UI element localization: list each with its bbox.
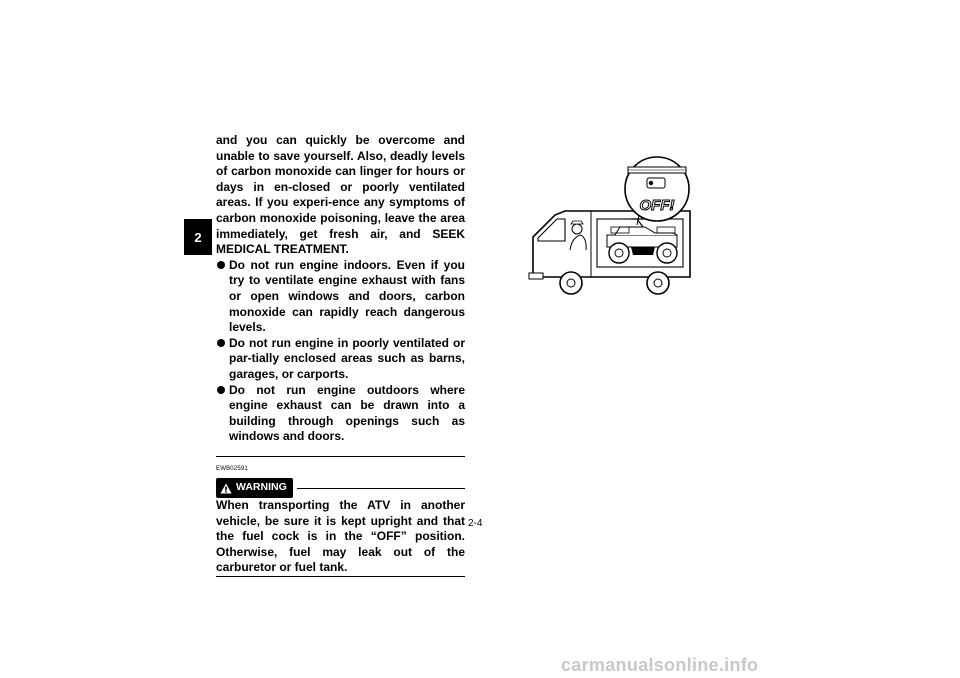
bullet-list <box>216 258 465 445</box>
bullet-item <box>216 258 465 336</box>
intro-paragraph: and you can quickly be overcome and unable to save yourself. Also, deadly levels of carbon monoxide can linger for hours or days in en-closed or poorly ventilated areas. If you experi-ence any symptoms of carbon monoxide poisoning, leave the area immediately, get fresh air, and SEEK MEDICAL TREATMENT. <box>216 133 465 257</box>
warning-box <box>216 456 465 577</box>
warning-label: WARNING <box>236 481 287 494</box>
warning-code: EWB02591 <box>216 465 248 472</box>
warning-badge <box>216 478 293 498</box>
atv-in-van-illustration <box>525 155 725 300</box>
van-bumper <box>529 273 543 279</box>
warning-header-rule <box>297 488 465 489</box>
driver-head <box>572 224 582 234</box>
watermark: carmanualsonline.info <box>561 655 759 675</box>
bullet-text: Do not run engine outdoors where engine exhaust can be drawn into a building through openings such as windows and doors. <box>229 382 465 444</box>
warning-triangle-icon <box>220 483 232 494</box>
van-front-wheel <box>560 272 582 294</box>
bullet-item <box>216 383 465 445</box>
chapter-tab: 2 <box>184 219 212 255</box>
van-rear-wheel <box>647 272 669 294</box>
text-column <box>216 133 465 577</box>
warning-header <box>216 478 465 498</box>
bullet-text: Do not run engine in poorly ventilated or par-tially enclosed areas such as barns, garages, or carports. <box>229 335 465 381</box>
bullet-text: Do not run engine indoors. Even if you try to ventilate engine exhaust with fans or open windows and doors, carbon monoxide can rapidly reach dangerous levels. <box>229 257 465 335</box>
bullet-item <box>216 336 465 383</box>
page-number: 2-4 <box>468 518 483 529</box>
bullet-icon <box>217 386 225 394</box>
warning-text: When transporting the ATV in another vehicle, be sure it is kept upright and that the fuel cock is in the “OFF” position. Otherwise, fuel may leak out of the carburetor or fuel tank. <box>216 498 465 575</box>
bullet-icon <box>217 261 225 269</box>
warning-top-rule <box>216 456 465 457</box>
bullet-icon <box>217 339 225 347</box>
warning-bottom-rule <box>216 576 465 577</box>
callout-off-text: OFF! <box>639 197 675 214</box>
